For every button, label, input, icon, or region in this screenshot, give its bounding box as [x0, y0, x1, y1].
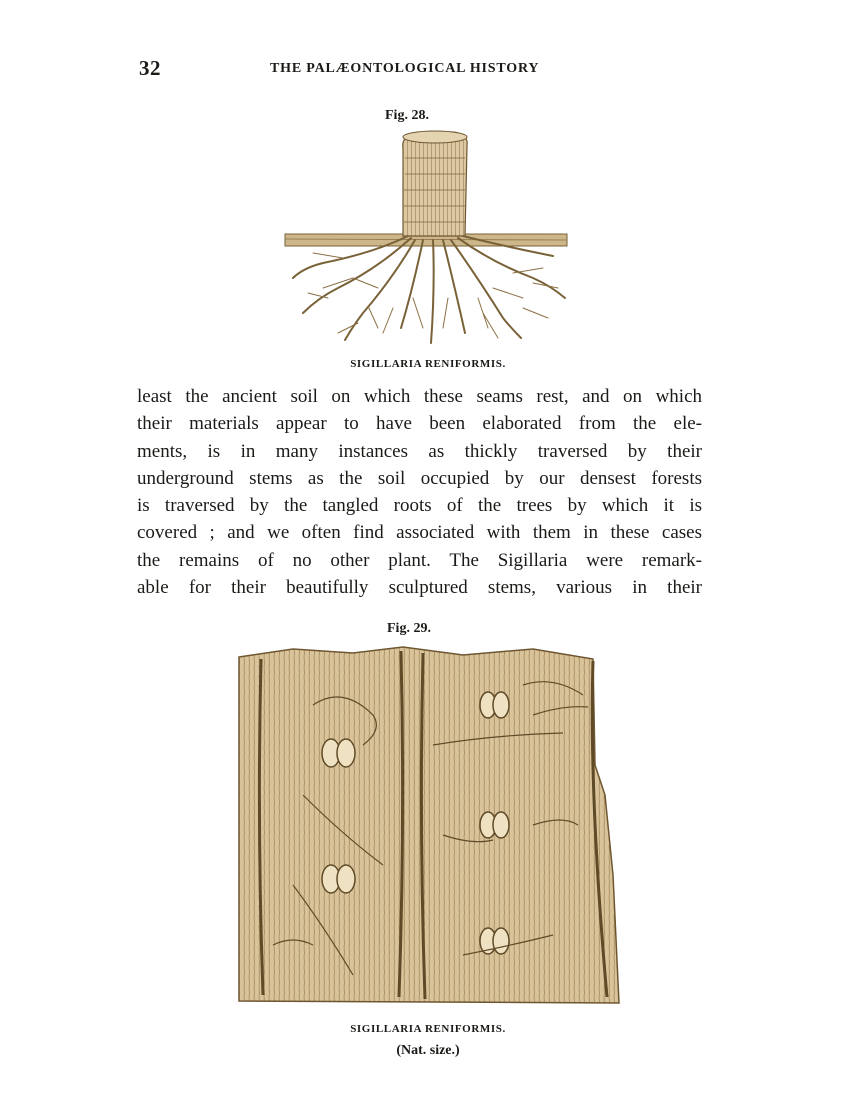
- figure-28-label: Fig. 28.: [385, 108, 429, 123]
- stump-trunk: [403, 132, 468, 236]
- body-paragraph: [137, 383, 702, 601]
- body-line: ments, is in many instances as thickly traversed by their: [137, 440, 702, 462]
- body-line: their materials appear to have been elaborated from the ele-: [137, 413, 702, 435]
- page-number: 32: [139, 56, 161, 80]
- figure-29-illustration: [233, 645, 623, 1005]
- body-line: least the ancient soil on which these seams rest, and on which: [137, 386, 702, 407]
- body-line: is traversed by the tangled roots of the trees by which it is: [137, 495, 702, 517]
- figure-28-caption: SIGILLARIA RENIFORMIS.: [350, 358, 506, 370]
- body-line: able for their beautifully sculptured stems, various in their: [137, 577, 702, 599]
- figure-29-label: Fig. 29.: [387, 621, 431, 636]
- body-line: the remains of no other plant. The Sigillaria were remark-: [137, 549, 702, 571]
- figure-29-caption: SIGILLARIA RENIFORMIS.: [350, 1023, 506, 1035]
- figure-29-subcaption: (Nat. size.): [396, 1043, 460, 1058]
- running-head: THE PALÆONTOLOGICAL HISTORY: [270, 61, 540, 76]
- body-line: covered ; and we often find associated with them in these cases: [137, 522, 702, 544]
- bark-slab: [239, 647, 619, 1003]
- figure-28-illustration: [283, 128, 573, 353]
- root-system: [293, 236, 565, 343]
- body-line: underground stems as the soil occupied by our densest forests: [137, 467, 702, 489]
